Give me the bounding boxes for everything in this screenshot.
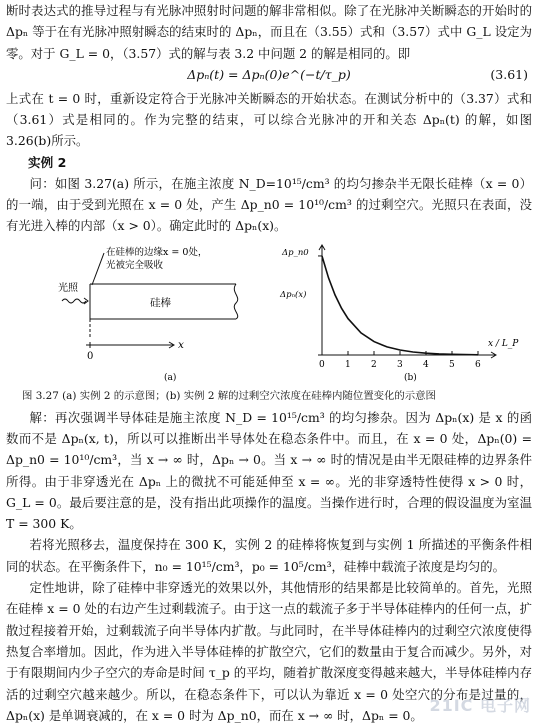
watermark: 21IC 电子网: [429, 696, 531, 715]
paragraph-1: 断时表达式的推导过程与有光脉冲照射时问题的解非常相似。除了在光脉冲关断瞬态的开始时的 Δpₙ 等于在有光脉冲照射瞬态的结束时的 Δpₙ，而且在（3.55）式和（3.57）式中 G_L 设定为零。对于 G_L = 0，（3.57）式的解与表 3.2 中问题 2 的解是相同的。即: [6, 3, 532, 61]
panel-label-b: (b): [404, 372, 417, 383]
equation-body: Δpₙ(t) = Δpₙ(0)e^(−t/τ_p): [187, 66, 351, 82]
x-tick-label-6: 6: [475, 359, 481, 370]
equation-number: (3.61): [490, 66, 528, 82]
equation-3-61: [6, 64, 532, 88]
figure-caption: 图 3.27 (a) 实例 2 的示意图；(b) 实例 2 解的过剩空穴浓度在硅棒内随位置变化的示意图: [22, 389, 436, 402]
y-label-mid: Δpₙ(x): [280, 289, 307, 300]
textbook-page: [6, 0, 532, 726]
x-tick-label-4: 4: [423, 359, 429, 370]
paragraph-2: 上式在 t = 0 时，重新设定符合于光脉冲关断瞬态的开始状态。在测试分析中的（3.37）式和（3.61）式是相同的。作为完整的结束，可以综合光脉冲的开和关态 Δpₙ(t) 的解，如图 3.26(b)所示。: [6, 90, 532, 149]
y-label-top: Δp_n0: [282, 247, 309, 258]
x-tick-label-3: 3: [397, 359, 403, 370]
decay-curve: [322, 256, 478, 355]
panel-label-a: (a): [164, 372, 177, 383]
origin-label: 0: [87, 350, 94, 362]
paragraph-qualitative: 定性地讲，除了硅棒中非穿透光的效果以外，其他情形的结果都是比较简单的。首先，光照在硅棒 x = 0 处的右边产生过剩载流子。由于这一点的载流子多于半导体硅棒内的任何一点，扩散过程接着开始，过剩载流子向半导体内扩散。与此同时，在半导体硅棒内的过剩空穴浓度使得热复合率增加。因此，作为进入半导体硅棒的扩散空穴，它们的数量由于复合而减少。另外，对于有限期间内少子空穴的寿命是时间 τ_p 的平均，随着扩散深度变得越来越大，半导体硅棒内存活的过剩空穴越来越少。所以，在稳态条件下，可以认为靠近 x = 0 处空穴的分布是过量的，Δpₙ(x) 是单调衰减的，在 x = 0 时为 Δp_n0，而在 x → ∞ 时，Δpₙ = 0。: [6, 580, 532, 723]
x-tick-label-0: 0: [319, 359, 325, 370]
annotation-leader: [92, 253, 104, 285]
paragraph-solution: 解：再次强调半导体硅是施主浓度 N_D = 10¹⁵/cm³ 的均匀掺杂。因为 Δpₙ(x) 是 x 的函数而不是 Δpₙ(x, t)，所以可以推断出半导体处在稳态条件中。而且，在 x = 0 处，Δpₙ(0) = Δp_n0 = 10¹⁰/cm³，当 x → ∞ 时，Δpₙ → 0。当 x → ∞ 时的情况是由半无限硅棒的边界条件所得。由于非穿透光在 Δpₙ 上的微扰不可能延伸至 x = ∞。光的非穿透特性使得 x > 0 时，G_L = 0。最后要注意的是，没有指出此项操作的温度。当操作进行时，合理的假设温度为室温 T = 300 K。: [6, 409, 532, 532]
light-label: 光照: [58, 282, 78, 294]
x-tick-label-1: 1: [345, 359, 351, 370]
figure-a-diagram: [56, 237, 286, 385]
paragraph-question: 问：如图 3.27(a) 所示，在施主浓度 N_D=10¹⁵/cm³ 的均匀掺杂半无限长硅棒（x = 0）的一端，由于受到光照在 x = 0 处，产生 Δp_n0 = 10¹⁰/cm³ 的过剩空穴。光照只在表面，没有光进入棒的内部（x > 0）。确定此时的 Δpₙ(x)。: [6, 175, 532, 234]
bar-break-line: [234, 284, 237, 319]
figure-3-27: [6, 237, 532, 385]
example-heading: 实例 2: [28, 154, 67, 170]
x-tick-group: [318, 256, 481, 370]
annotation-line-2: 光被完全吸收: [106, 259, 164, 271]
figure-b-chart: [274, 237, 524, 385]
annotation-line-1: 在硅棒的边缘x = 0处，: [106, 246, 208, 258]
axis-label-x: x: [178, 338, 184, 351]
light-wave-arrow: [84, 298, 88, 304]
x-tick-label-2: 2: [371, 359, 377, 370]
paragraph-equilibrium: 若将光照移去，温度保持在 300 K，实例 2 的硅棒将恢复到与实例 1 所描述的平衡条件相同的状态。在平衡条件下，n₀ = 10¹⁵/cm³，p₀ = 10⁵/cm³，硅棒中载流子浓度是均匀的。: [6, 537, 532, 574]
bar-label: 硅棒: [150, 296, 171, 309]
light-wave: [62, 299, 86, 303]
x-tick-label-5: 5: [449, 359, 455, 370]
x-axis-label: x / L_P: [488, 338, 519, 349]
